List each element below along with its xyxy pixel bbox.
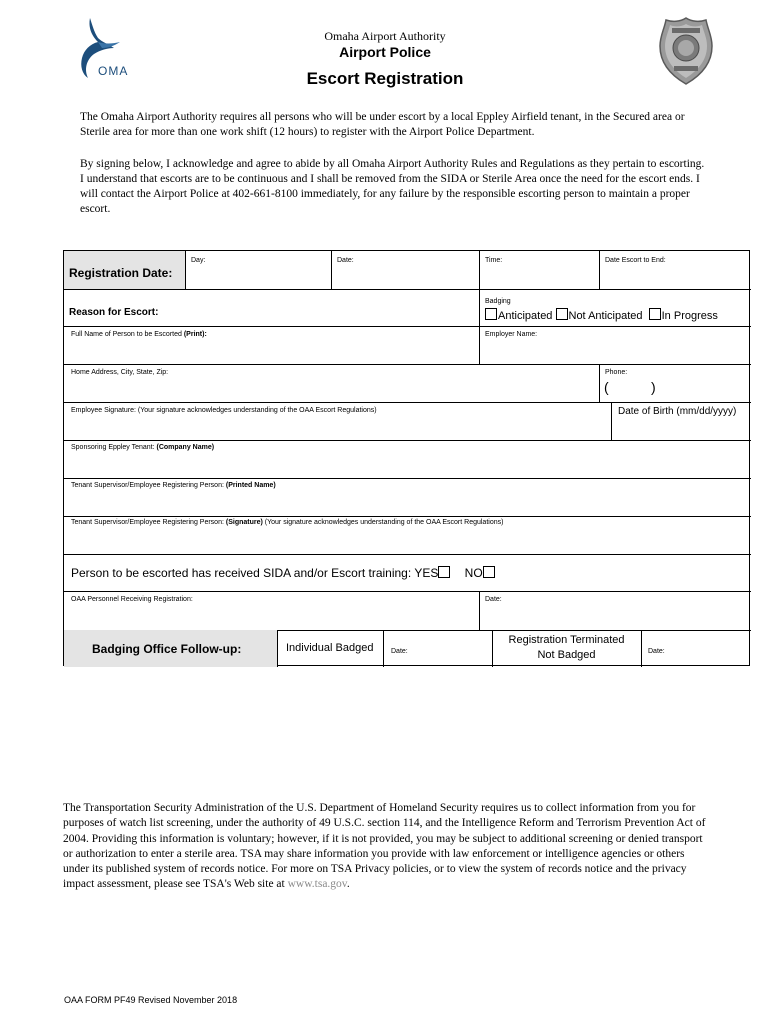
date-field[interactable]: Date: xyxy=(337,257,354,264)
tsa-notice-end: . xyxy=(346,878,350,891)
badging-followup-label: Badging Office Follow-up: xyxy=(92,642,242,656)
form-title: Escort Registration xyxy=(306,69,464,88)
organization-name: Omaha Airport Authority xyxy=(324,29,446,43)
registration-terminated-label: Registration Terminated xyxy=(508,634,625,646)
not-badged-label: Not Badged xyxy=(537,649,596,661)
supervisor-signature-suffix: (Signature) xyxy=(225,519,263,526)
full-name-suffix: (Print): xyxy=(183,331,207,338)
training-question: Person to be escorted has received SIDA and/or Escort training: xyxy=(71,566,412,580)
badging-label: Badging xyxy=(485,298,511,305)
oaa-date-field[interactable]: Date: xyxy=(485,596,502,603)
supervisor-printed-name-field[interactable] xyxy=(71,482,276,489)
department-name: Airport Police xyxy=(339,44,431,60)
registration-date-label: Registration Date: xyxy=(69,266,173,280)
supervisor-signature-note: (Your signature acknowledges understanding of the OAA Escort Regulations) xyxy=(264,519,504,526)
police-badge-icon xyxy=(658,16,714,86)
sponsoring-tenant-field[interactable] xyxy=(71,444,214,451)
time-field[interactable]: Time: xyxy=(485,257,503,264)
individual-badged-label: Individual Badged xyxy=(286,642,374,654)
home-address-field[interactable]: Home Address, City, State, Zip: xyxy=(71,369,169,376)
tsa-website-link[interactable]: www.tsa.gov xyxy=(287,878,347,891)
badging-options xyxy=(485,308,718,322)
date-of-birth-field[interactable]: Date of Birth (mm/dd/yyyy) xyxy=(618,406,737,417)
anticipated-label: Anticipated xyxy=(498,310,553,322)
no-checkbox[interactable] xyxy=(483,566,495,578)
training-row xyxy=(71,566,496,580)
supervisor-printed-suffix: (Printed Name) xyxy=(225,482,276,489)
oaa-personnel-field[interactable]: OAA Personnel Receiving Registration: xyxy=(71,596,193,603)
no-label: NO xyxy=(464,566,483,580)
reason-for-escort-field[interactable]: Reason for Escort: xyxy=(69,307,159,318)
full-name-field[interactable] xyxy=(71,331,207,338)
supervisor-printed-label: Tenant Supervisor/Employee Registering Person: xyxy=(71,482,224,489)
not-anticipated-label: Not Anticipated xyxy=(568,310,643,322)
intro-paragraph-2: By signing below, I acknowledge and agree to abide by all Omaha Airport Authority Rules and Regulations as they pertain to escorting. I understand that escorts are to be continuous and I shall be removed from the SIDA or Sterile Area once the need for the escort ends. I will contact the Airport Police at 402-661-8100 immediately, for any failure by the responsible escorting person to maintain a proper escort. xyxy=(80,158,705,215)
not-anticipated-checkbox[interactable] xyxy=(556,308,568,320)
yes-checkbox[interactable] xyxy=(438,566,450,578)
sponsoring-tenant-label: Sponsoring Eppley Tenant: xyxy=(71,444,155,451)
sponsoring-tenant-suffix: (Company Name) xyxy=(156,444,215,451)
employee-signature-field[interactable]: Employee Signature: (Your signature acknowledges understanding of the OAA Escort Regulations) xyxy=(71,407,377,414)
followup-date-field[interactable]: Date: xyxy=(391,648,408,655)
in-progress-label: In Progress xyxy=(661,310,718,322)
date-escort-end-field[interactable]: Date Escort to End: xyxy=(605,257,666,264)
day-field[interactable]: Day: xyxy=(191,257,206,264)
anticipated-checkbox[interactable] xyxy=(485,308,497,320)
full-name-label: Full Name of Person to be Escorted xyxy=(71,331,182,338)
supervisor-signature-label: Tenant Supervisor/Employee Registering Person: xyxy=(71,519,224,526)
tsa-notice-text: The Transportation Security Administration of the U.S. Department of Homeland Security requires us to collect information from you for purposes of watch list screening, under the authority of 49 U.S.C. section 114, and the Intelligence Reform and Terrorism Prevention Act of 2004. Providing this information is voluntary; however, if it is not provided, you may be subject to additional screening or denied transport or authorization to enter a sterile area. TSA may share information you provide with law enforcement or intelligence agencies or others under its published system of records notice. For more on TSA Privacy policies, or to view the system of records notice and the privacy impact assessment, please see TSA's Web site at xyxy=(63,802,706,891)
phone-field[interactable]: Phone: xyxy=(605,369,628,376)
logo-text: OMA xyxy=(98,64,129,78)
intro-paragraph-1: The Omaha Airport Authority requires all persons who will be under escort by a local Eppley Airfield tenant, in the Secured area or Sterile area for more than one work shift (12 hours) to register with the Airport Police Department. xyxy=(80,111,685,138)
employer-name-field[interactable]: Employer Name: xyxy=(485,331,538,338)
in-progress-checkbox[interactable] xyxy=(649,308,661,320)
tsa-privacy-notice xyxy=(63,801,711,893)
terminated-date-field[interactable]: Date: xyxy=(648,648,665,655)
registration-form xyxy=(63,250,750,666)
yes-label: YES xyxy=(414,566,439,580)
form-footer: OAA FORM PF49 Revised November 2018 xyxy=(64,995,238,1005)
phone-open-paren: ( xyxy=(604,379,609,395)
supervisor-signature-field[interactable] xyxy=(71,519,503,526)
phone-close-paren: ) xyxy=(651,379,656,395)
